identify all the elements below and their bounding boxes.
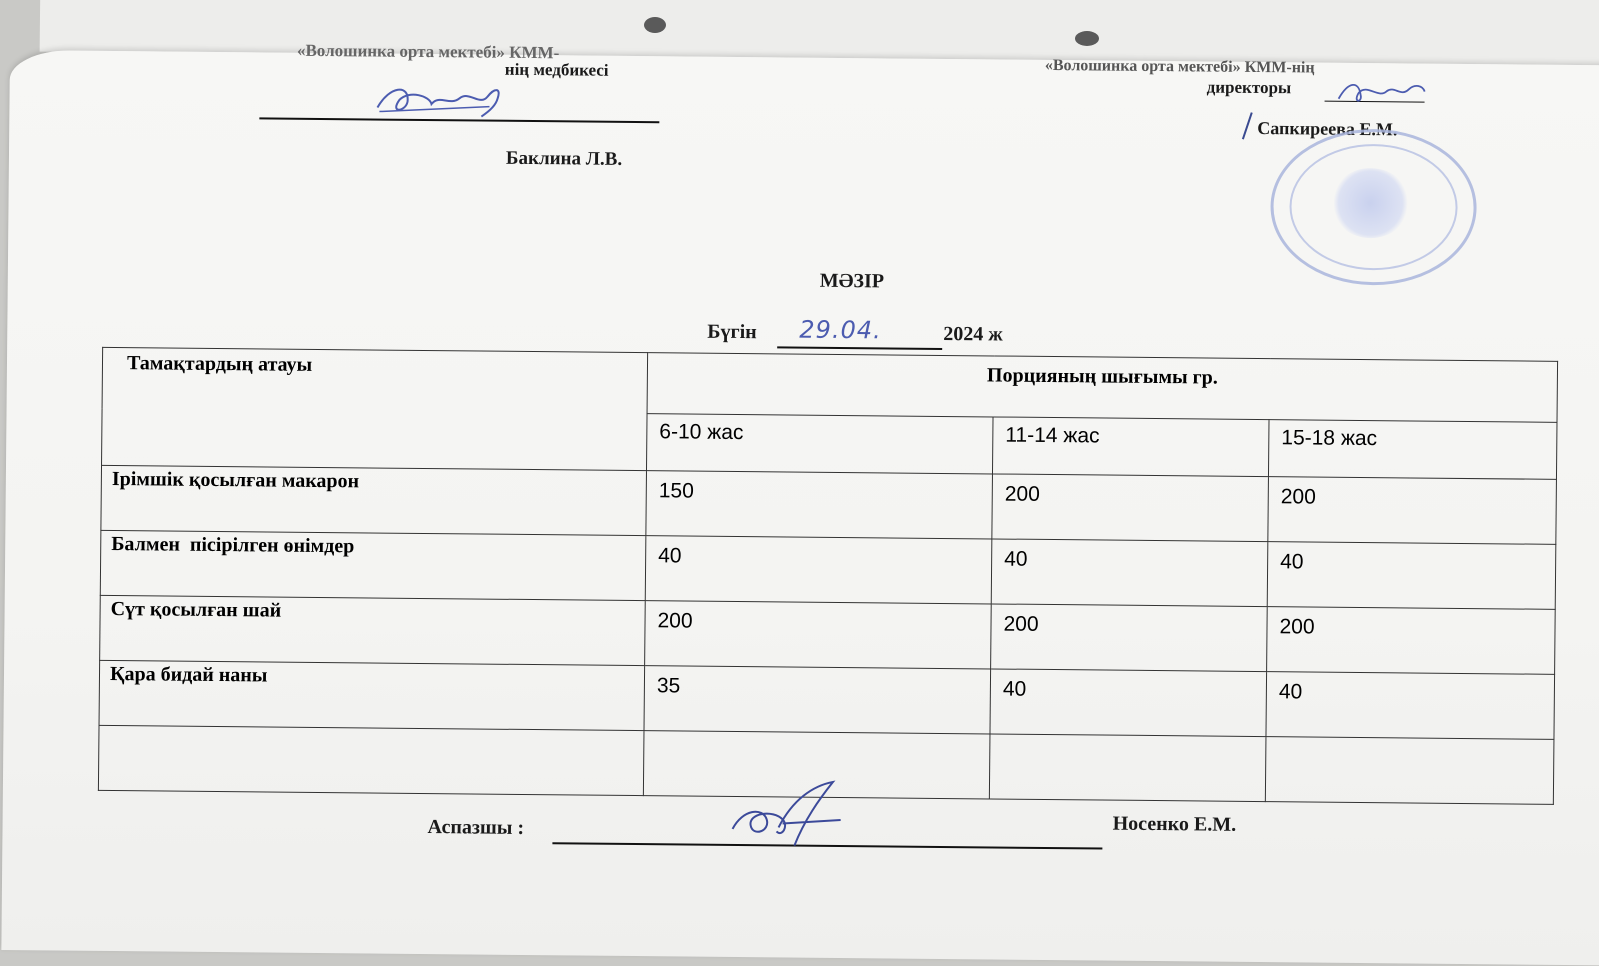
portion-value: 200: [992, 474, 1269, 542]
portion-value: 200: [645, 601, 992, 669]
portion-value: 40: [645, 536, 992, 604]
menu-document: [1, 40, 1599, 966]
table-header-row: [102, 347, 1558, 422]
date-value: 29.04.: [799, 315, 882, 345]
portion-value: 40: [1267, 542, 1556, 610]
dish-name-header: Тамақтардың атауы: [102, 347, 648, 470]
dish-name: [98, 725, 644, 795]
nurse-signature: [369, 75, 509, 121]
director-role: директоры: [1206, 77, 1292, 98]
portion-value: 200: [991, 604, 1268, 672]
age-group-header: 15-18 жас: [1268, 420, 1557, 480]
cook-name: Носенко Е.М.: [1112, 812, 1237, 836]
portion-value: 200: [1267, 607, 1556, 675]
document-title: МӘЗІР: [819, 269, 885, 293]
portion-value: [1265, 737, 1554, 805]
portion-header: Порцияның шығымы гр.: [647, 353, 1558, 423]
binder-hole: [1075, 31, 1099, 46]
age-group-header: 6-10 жас: [646, 414, 993, 474]
portion-value: 200: [1268, 477, 1557, 545]
director-org: «Волошинка орта мектебі» КММ-нің: [1044, 56, 1315, 77]
date-underline: [777, 346, 942, 350]
nurse-name: Баклина Л.В.: [505, 147, 623, 170]
portion-value: 150: [646, 471, 993, 539]
dish-name: Балмен пісірілген өнімдер: [100, 530, 646, 600]
nurse-role: нің медбикесі: [504, 59, 609, 80]
menu-table: [98, 347, 1558, 805]
age-group-header: 11-14 жас: [992, 417, 1269, 477]
portion-value: 40: [990, 669, 1267, 737]
cook-signature: [722, 779, 863, 855]
dish-name: Сүт қосылған шай: [100, 595, 646, 665]
nurse-org: «Волошинка орта мектебі» КММ-: [296, 40, 560, 63]
portion-value: 35: [644, 666, 991, 734]
dish-name: Қара бидай наны: [99, 660, 645, 730]
official-seal-emblem: [1330, 168, 1411, 239]
director-name: Сапкиреева Е.М.: [1257, 117, 1398, 140]
portion-value: 40: [1266, 672, 1555, 740]
binder-hole: [644, 17, 666, 33]
dish-name: Ірімшік қосылған макарон: [101, 465, 647, 535]
portion-value: [989, 734, 1266, 802]
date-year: 2024 ж: [943, 322, 1003, 346]
portion-value: 40: [991, 539, 1268, 607]
director-signature: [1335, 77, 1430, 108]
date-label: Бүгін: [707, 320, 757, 344]
cook-label: Аспазшы :: [427, 816, 525, 839]
pen-mark: [1242, 112, 1253, 139]
